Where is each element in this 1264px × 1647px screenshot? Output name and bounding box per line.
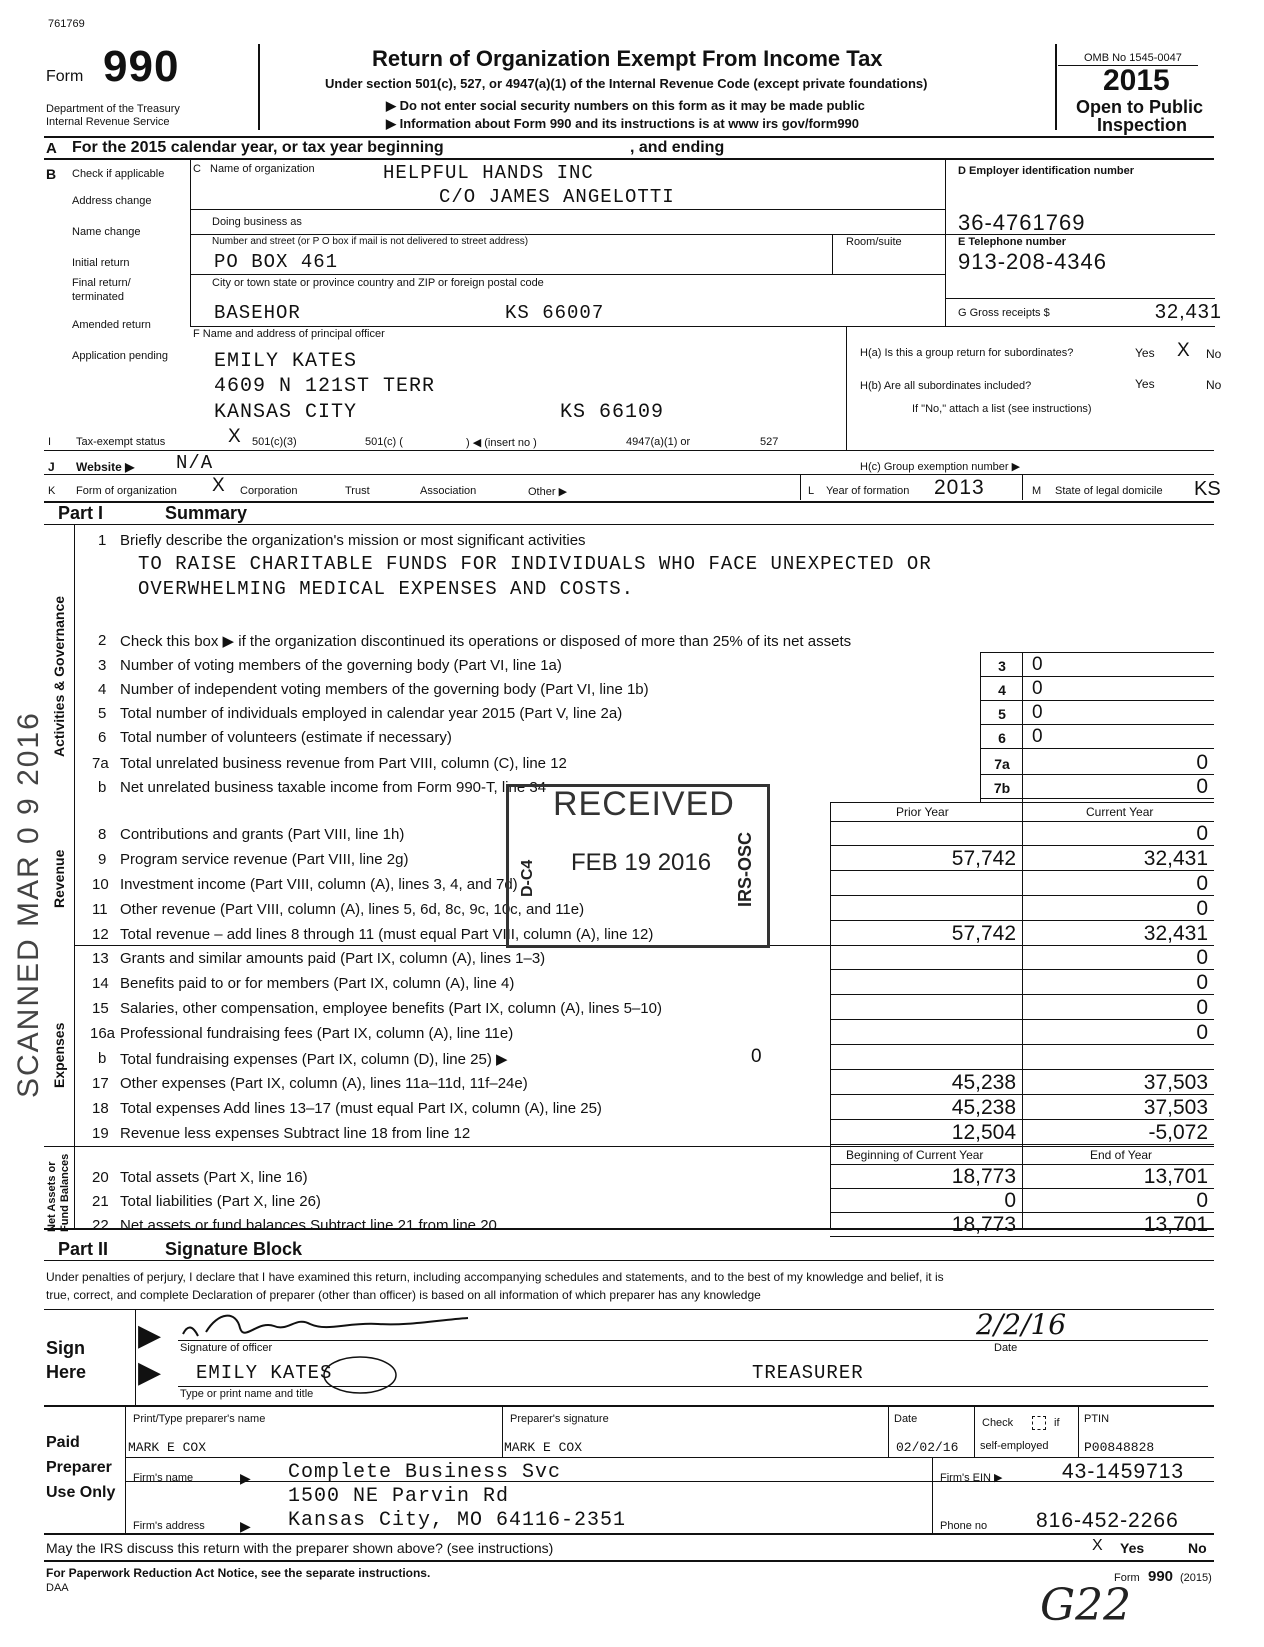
gross-receipts-label: G Gross receipts $ xyxy=(958,307,1050,319)
use-only-label: Use Only xyxy=(46,1484,116,1501)
gov-line-num: b xyxy=(98,779,107,796)
omb-number: OMB No 1545-0047 xyxy=(1084,52,1182,64)
opt-527[interactable]: 527 xyxy=(760,436,779,448)
preparer-signature: MARK E COX xyxy=(504,1440,583,1455)
tax-year: 2015 xyxy=(1103,64,1170,97)
officer-address: 4609 N 121ST TERR xyxy=(214,375,436,398)
name-change[interactable]: Name change xyxy=(72,226,141,238)
mission-line-2: OVERWHELMING MEDICAL EXPENSES AND COSTS. xyxy=(138,578,635,600)
department-line-1: Department of the Treasury xyxy=(46,103,180,115)
opt-insert-no: ) ◀ (insert no ) xyxy=(466,437,537,449)
year-formation-label: Year of formation xyxy=(826,485,910,497)
opt-501c[interactable]: 501(c) ( xyxy=(365,436,403,448)
net-asset-line-num: 20 xyxy=(92,1169,109,1186)
received-stamp xyxy=(506,784,770,948)
expense-line-num: 13 xyxy=(92,950,109,967)
expense-line-text: Total expenses Add lines 13–17 (must equal Part IX, column (A), line 25) xyxy=(120,1100,602,1117)
ptin-value: P00848828 xyxy=(1084,1440,1155,1455)
opt-501c3[interactable]: 501(c)(3) xyxy=(252,436,297,448)
sign-label: Sign xyxy=(46,1338,85,1358)
street-label: Number and street (or P O box if mail is not delivered to street address) xyxy=(212,236,529,247)
self-employed-label: self-employed xyxy=(980,1440,1049,1452)
line-j-label: J xyxy=(48,460,55,474)
gov-line-text: Total number of individuals employed in calendar year 2015 (Part V, line 2a) xyxy=(120,705,623,722)
revenue-line-current: 0 xyxy=(1196,822,1208,845)
revenue-line-text: Total revenue – add lines 8 through 11 (must equal Part VIII, column (A), line 12) xyxy=(120,926,654,943)
gov-line-box: 7b xyxy=(993,780,1011,796)
gov-line-box: 3 xyxy=(998,658,1006,674)
expense-line-prior: 45,238 xyxy=(951,1071,1016,1094)
revenue-line-num: 11 xyxy=(92,901,108,918)
line-i-label: I xyxy=(48,436,52,448)
org-name: HELPFUL HANDS INC xyxy=(383,162,594,184)
document-locator-number: 761769 xyxy=(48,18,85,30)
line-l-label: L xyxy=(808,485,815,497)
mission-line-1: TO RAISE CHARITABLE FUNDS FOR INDIVIDUALS WHO FACE UNEXPECTED OR xyxy=(138,553,932,575)
side-net-assets: Net Assets or xyxy=(46,1161,58,1232)
year-formation-value: 2013 xyxy=(934,476,985,499)
line-f-label: F Name and address of principal officer xyxy=(193,328,385,340)
firm-address-1: 1500 NE Parvin Rd xyxy=(288,1485,510,1508)
phone-value: 913-208-4346 xyxy=(958,249,1108,274)
revenue-line-num: 12 xyxy=(92,926,109,943)
revenue-line-num: 10 xyxy=(92,876,109,893)
gov-line-num: 4 xyxy=(98,681,107,698)
form-title: Return of Organization Exempt From Income Tax xyxy=(372,46,883,71)
inspection: Inspection xyxy=(1097,115,1188,135)
scanned-stamp: SCANNED MAR 0 9 2016 xyxy=(12,711,45,1098)
side-fund-balances: Fund Balances xyxy=(59,1153,71,1232)
expense-line-current: 0 xyxy=(1196,1021,1208,1044)
line1-num: 1 xyxy=(98,532,107,549)
tax-exempt-label: Tax-exempt status xyxy=(76,436,166,448)
signature-officer-label: Signature of officer xyxy=(180,1342,273,1354)
instructions-note: ▶ Information about Form 990 and its instructions is at www irs gov/form990 xyxy=(386,116,860,131)
expense-line-num: 14 xyxy=(92,975,109,992)
gov-line-text: Total unrelated business revenue from Part VIII, column (C), line 12 xyxy=(120,755,567,772)
open-to-public: Open to Public xyxy=(1076,97,1204,117)
net-asset-line-prior: 0 xyxy=(1004,1189,1016,1212)
part2-label: Part II xyxy=(58,1239,109,1259)
ptin-label: PTIN xyxy=(1084,1413,1110,1425)
self-employed-checkbox[interactable] xyxy=(1032,1416,1046,1430)
gov-line-text: Number of independent voting members of the governing body (Part VI, line 1b) xyxy=(120,681,649,698)
expense-line-current: 0 xyxy=(1196,946,1208,969)
col-end-year: End of Year xyxy=(1090,1148,1153,1162)
legal-domicile-label: State of legal domicile xyxy=(1055,485,1163,497)
expense-line-text: Professional fundraising fees (Part IX, column (A), line 11e) xyxy=(120,1025,514,1042)
preparer-sig-label: Preparer's signature xyxy=(510,1413,609,1425)
address-change[interactable]: Address change xyxy=(72,195,152,207)
expense-line-text: Grants and similar amounts paid (Part IX, column (A), lines 1–3) xyxy=(120,950,546,967)
line-b-label: B xyxy=(46,166,57,182)
city-label: City or town state or province country and ZIP or foreign postal code xyxy=(212,277,544,289)
signature-date-label: Date xyxy=(994,1342,1018,1354)
daa-label: DAA xyxy=(46,1582,69,1594)
officer-city: KANSAS CITY xyxy=(214,401,358,424)
line-a-label: A xyxy=(46,140,57,157)
expense-line-text: Revenue less expenses Subtract line 18 from line 12 xyxy=(120,1125,471,1142)
expense-line-current: 0 xyxy=(1196,971,1208,994)
paid-label: Paid xyxy=(46,1434,80,1451)
gov-line-num: 6 xyxy=(98,729,107,746)
gov-line-num: 3 xyxy=(98,657,107,674)
check-applicable-title: Check if applicable xyxy=(72,168,165,180)
website-value: N/A xyxy=(176,452,214,474)
department-line-2: Internal Revenue Service xyxy=(46,116,170,128)
officer-title: TREASURER xyxy=(752,1362,864,1384)
name-circle xyxy=(320,1353,400,1397)
print-name-label: Print/Type preparer's name xyxy=(133,1413,266,1425)
revenue-line-text: Investment income (Part VIII, column (A), lines 3, 4, and 7d) xyxy=(120,876,518,893)
ha-question: H(a) Is this a group return for subordinates? xyxy=(860,347,1074,359)
gov-line-value: 0 xyxy=(1032,726,1043,747)
net-asset-line-current: 13,701 xyxy=(1143,1165,1208,1188)
gov-line-value: 0 xyxy=(1032,678,1043,699)
firm-name-arrow-icon: ▶ xyxy=(240,1470,251,1486)
form-subtitle: Under section 501(c), 527, or 4947(a)(1) of the Internal Revenue Code (except private foundations) xyxy=(325,76,928,91)
expense-line-prior: 12,504 xyxy=(951,1121,1016,1144)
firm-address-arrow-icon: ▶ xyxy=(240,1518,251,1534)
firm-phone-label: Phone no xyxy=(940,1520,988,1532)
stamp-code: IRS-OSC xyxy=(735,831,755,907)
firm-ein: 43-1459713 xyxy=(1062,1460,1185,1483)
corporation-mark: X xyxy=(212,475,225,496)
here-arrow-icon: ▶ xyxy=(138,1356,162,1389)
expense-line-text: Total fundraising expenses (Part IX, column (D), line 25) ▶ xyxy=(120,1051,508,1068)
perjury-line-1: Under penalties of perjury, I declare that I have examined this return, including accompanying schedules and statements, and to the best of my knowledge and belief, it is xyxy=(46,1270,944,1284)
side-expenses: Expenses xyxy=(51,1022,67,1088)
side-revenue: Revenue xyxy=(51,849,67,908)
officer-state-zip: KS 66109 xyxy=(560,401,665,424)
footer-form-number: 990 xyxy=(1148,1568,1174,1585)
firm-ein-label: Firm's EIN ▶ xyxy=(940,1472,1003,1484)
org-name-label: Name of organization xyxy=(210,163,315,175)
terminated: terminated xyxy=(72,291,124,303)
firm-phone: 816-452-2266 xyxy=(1036,1509,1179,1532)
line-a-text: For the 2015 calendar year, or tax year beginning xyxy=(72,139,444,156)
gov-line-box: 7a xyxy=(994,756,1010,772)
gov-line-box: 4 xyxy=(998,682,1006,698)
paperwork-notice: For Paperwork Reduction Act Notice, see the separate instructions. xyxy=(46,1566,431,1580)
revenue-line-prior: 57,742 xyxy=(951,922,1016,945)
firm-name: Complete Business Svc xyxy=(288,1461,562,1484)
ein-label: D Employer identification number xyxy=(958,165,1135,177)
org-care-of: C/O JAMES ANGELOTTI xyxy=(439,186,675,208)
perjury-line-2: true, correct, and complete Declaration of preparer (other than officer) is based on all information of which preparer has any knowledge xyxy=(46,1288,761,1302)
gov-line-value: 0 xyxy=(1196,751,1208,774)
stamp-received: RECEIVED xyxy=(553,785,735,823)
line2-text[interactable]: Check this box ▶ if the organization discontinued its operations or disposed of more than 25% of its net assets xyxy=(120,633,852,650)
line-a-ending: , and ending xyxy=(630,139,725,156)
preparer-label: Preparer xyxy=(46,1459,112,1476)
ha-yes[interactable]: Yes xyxy=(1135,346,1155,360)
line-k-label: K xyxy=(48,485,56,497)
expense-line-text: Other expenses (Part IX, column (A), lines 11a–11d, 11f–24e) xyxy=(120,1075,528,1092)
preparer-date-label: Date xyxy=(894,1413,918,1425)
phone-label: E Telephone number xyxy=(958,236,1066,248)
state-zip: KS 66007 xyxy=(505,302,605,324)
officer-name: EMILY KATES xyxy=(214,350,358,373)
expense-line-num: 16a xyxy=(90,1025,116,1042)
revenue-line-prior: 57,742 xyxy=(951,847,1016,870)
net-asset-line-text: Total liabilities (Part X, line 26) xyxy=(120,1193,321,1210)
line2-num: 2 xyxy=(98,632,107,649)
form-org-label: Form of organization xyxy=(76,485,177,497)
preparer-name: MARK E COX xyxy=(128,1440,207,1455)
ha-mark: X xyxy=(1177,340,1190,361)
revenue-line-text: Contributions and grants (Part VIII, line 1h) xyxy=(120,826,405,843)
gov-line-text: Net unrelated business taxable income from Form 990-T, line 34 xyxy=(120,779,547,796)
preparer-date: 02/02/16 xyxy=(896,1440,959,1455)
line-m-label: M xyxy=(1032,485,1042,497)
website-label: Website ▶ xyxy=(76,460,135,474)
room-suite-label: Room/suite xyxy=(846,236,902,248)
handwritten-mark: G22 xyxy=(1040,1580,1132,1631)
expense-line-text: Salaries, other compensation, employee benefits (Part IX, column (A), lines 5–10) xyxy=(120,1000,662,1017)
net-asset-line-prior: 18,773 xyxy=(951,1213,1016,1236)
net-asset-line-text: Net assets or fund balances Subtract line 21 from line 20 xyxy=(120,1217,497,1234)
revenue-line-text: Other revenue (Part VIII, column (A), lines 5, 6d, 8c, 9c, 10c, and 11e) xyxy=(120,901,585,918)
revenue-line-current: 0 xyxy=(1196,872,1208,895)
gov-line-value: 0 xyxy=(1032,702,1043,723)
revenue-line-current: 32,431 xyxy=(1143,847,1208,870)
discuss-yes[interactable]: Yes xyxy=(1120,1540,1145,1556)
firm-address-label: Firm's address xyxy=(133,1520,205,1532)
gov-line-text: Total number of volunteers (estimate if necessary) xyxy=(120,729,452,746)
col-current-year: Current Year xyxy=(1086,805,1154,819)
if-label: if xyxy=(1054,1417,1060,1429)
tax-exempt-mark: X xyxy=(228,426,241,447)
revenue-line-current: 0 xyxy=(1196,897,1208,920)
expense-line-num: 19 xyxy=(92,1125,109,1142)
hb-no[interactable]: No xyxy=(1206,378,1222,392)
side-activities-governance: Activities & Governance xyxy=(51,595,67,757)
firm-name-label: Firm's name xyxy=(133,1472,194,1484)
hb-note: If "No," attach a list (see instructions) xyxy=(912,403,1092,415)
sign-arrow-icon: ▶ xyxy=(138,1319,162,1352)
gov-line-num: 5 xyxy=(98,705,107,722)
part1-title: Summary xyxy=(165,503,248,523)
gov-line-num: 7a xyxy=(92,755,109,772)
net-asset-line-num: 21 xyxy=(92,1193,109,1210)
revenue-line-current: 32,431 xyxy=(1143,922,1208,945)
check-label: Check xyxy=(982,1417,1014,1429)
hc-label: H(c) Group exemption number ▶ xyxy=(860,461,1021,473)
col-beginning-year: Beginning of Current Year xyxy=(846,1148,984,1162)
ha-no[interactable]: No xyxy=(1206,347,1222,361)
form-label: Form xyxy=(46,68,84,85)
net-asset-line-text: Total assets (Part X, line 16) xyxy=(120,1169,308,1186)
net-asset-line-current: 0 xyxy=(1196,1189,1208,1212)
opt-corporation[interactable]: Corporation xyxy=(240,485,298,497)
revenue-line-text: Program service revenue (Part VIII, line 2g) xyxy=(120,851,409,868)
discuss-question: May the IRS discuss this return with the preparer shown above? (see instructions) xyxy=(46,1540,554,1556)
net-asset-line-prior: 18,773 xyxy=(951,1165,1016,1188)
net-asset-line-num: 22 xyxy=(92,1217,109,1234)
legal-domicile-value: KS xyxy=(1194,478,1221,500)
gov-line-text: Number of voting members of the governing body (Part VI, line 1a) xyxy=(120,657,562,674)
part2-title: Signature Block xyxy=(165,1239,303,1259)
stamp-side: D-C4 xyxy=(519,859,536,897)
amended-return[interactable]: Amended return xyxy=(72,319,151,331)
form-number: 990 xyxy=(103,42,180,91)
gross-receipts-value: 32,431 xyxy=(1154,301,1222,323)
stamp-date: FEB 19 2016 xyxy=(571,849,712,876)
here-label: Here xyxy=(46,1362,87,1382)
line-c-label: C xyxy=(193,163,201,175)
expense-line-text: Benefits paid to or for members (Part IX, column (A), line 4) xyxy=(120,975,515,992)
part1-label: Part I xyxy=(58,503,104,523)
firm-address-2: Kansas City, MO 64116-2351 xyxy=(288,1509,627,1532)
expense-line-prior: 45,238 xyxy=(951,1096,1016,1119)
discuss-no[interactable]: No xyxy=(1188,1540,1207,1556)
street-address: PO BOX 461 xyxy=(214,251,339,273)
revenue-line-num: 9 xyxy=(98,851,107,868)
application-pending[interactable]: Application pending xyxy=(72,350,169,362)
footer-form-label: Form xyxy=(1114,1572,1140,1584)
expense-line-current: -5,072 xyxy=(1148,1121,1208,1144)
expense-line-current: 0 xyxy=(1196,996,1208,1019)
city: BASEHOR xyxy=(214,302,301,324)
ein-value: 36-4761769 xyxy=(958,210,1086,235)
initial-return[interactable]: Initial return xyxy=(72,257,130,269)
expense-line-current: 37,503 xyxy=(1143,1096,1208,1119)
line1-text: Briefly describe the organization's mission or most significant activities xyxy=(120,532,586,549)
dba-label: Doing business as xyxy=(212,216,302,228)
revenue-line-num: 8 xyxy=(98,826,107,843)
gov-line-value: 0 xyxy=(1196,775,1208,798)
ssn-warning: ▶ Do not enter social security numbers on this form as it may be made public xyxy=(386,98,865,113)
fundraising-expense-value: 0 xyxy=(751,1046,762,1067)
opt-trust[interactable]: Trust xyxy=(345,485,370,497)
col-prior-year: Prior Year xyxy=(896,805,949,819)
hb-question: H(b) Are all subordinates included? xyxy=(860,380,1032,392)
final-return[interactable]: Final return/ xyxy=(72,277,131,289)
expense-line-current: 37,503 xyxy=(1143,1071,1208,1094)
gov-line-box: 5 xyxy=(998,706,1006,722)
gov-line-box: 6 xyxy=(998,730,1006,746)
discuss-mark[interactable]: X xyxy=(1092,1537,1103,1554)
hb-yes[interactable]: Yes xyxy=(1135,377,1155,391)
signature-date: 2/2/16 xyxy=(976,1308,1067,1341)
opt-other[interactable]: Other ▶ xyxy=(528,486,568,498)
expense-line-num: b xyxy=(98,1050,107,1067)
opt-association[interactable]: Association xyxy=(420,485,477,497)
gov-line-value: 0 xyxy=(1032,654,1043,675)
expense-line-num: 15 xyxy=(92,1000,109,1017)
officer-printed-name: EMILY KATES xyxy=(196,1362,333,1384)
expense-line-num: 17 xyxy=(92,1075,109,1092)
footer-form-year: (2015) xyxy=(1180,1572,1212,1584)
opt-4947[interactable]: 4947(a)(1) or xyxy=(626,436,691,448)
net-asset-line-current: 13,701 xyxy=(1143,1213,1208,1236)
expense-line-num: 18 xyxy=(92,1100,109,1117)
name-title-label: Type or print name and title xyxy=(180,1388,314,1400)
